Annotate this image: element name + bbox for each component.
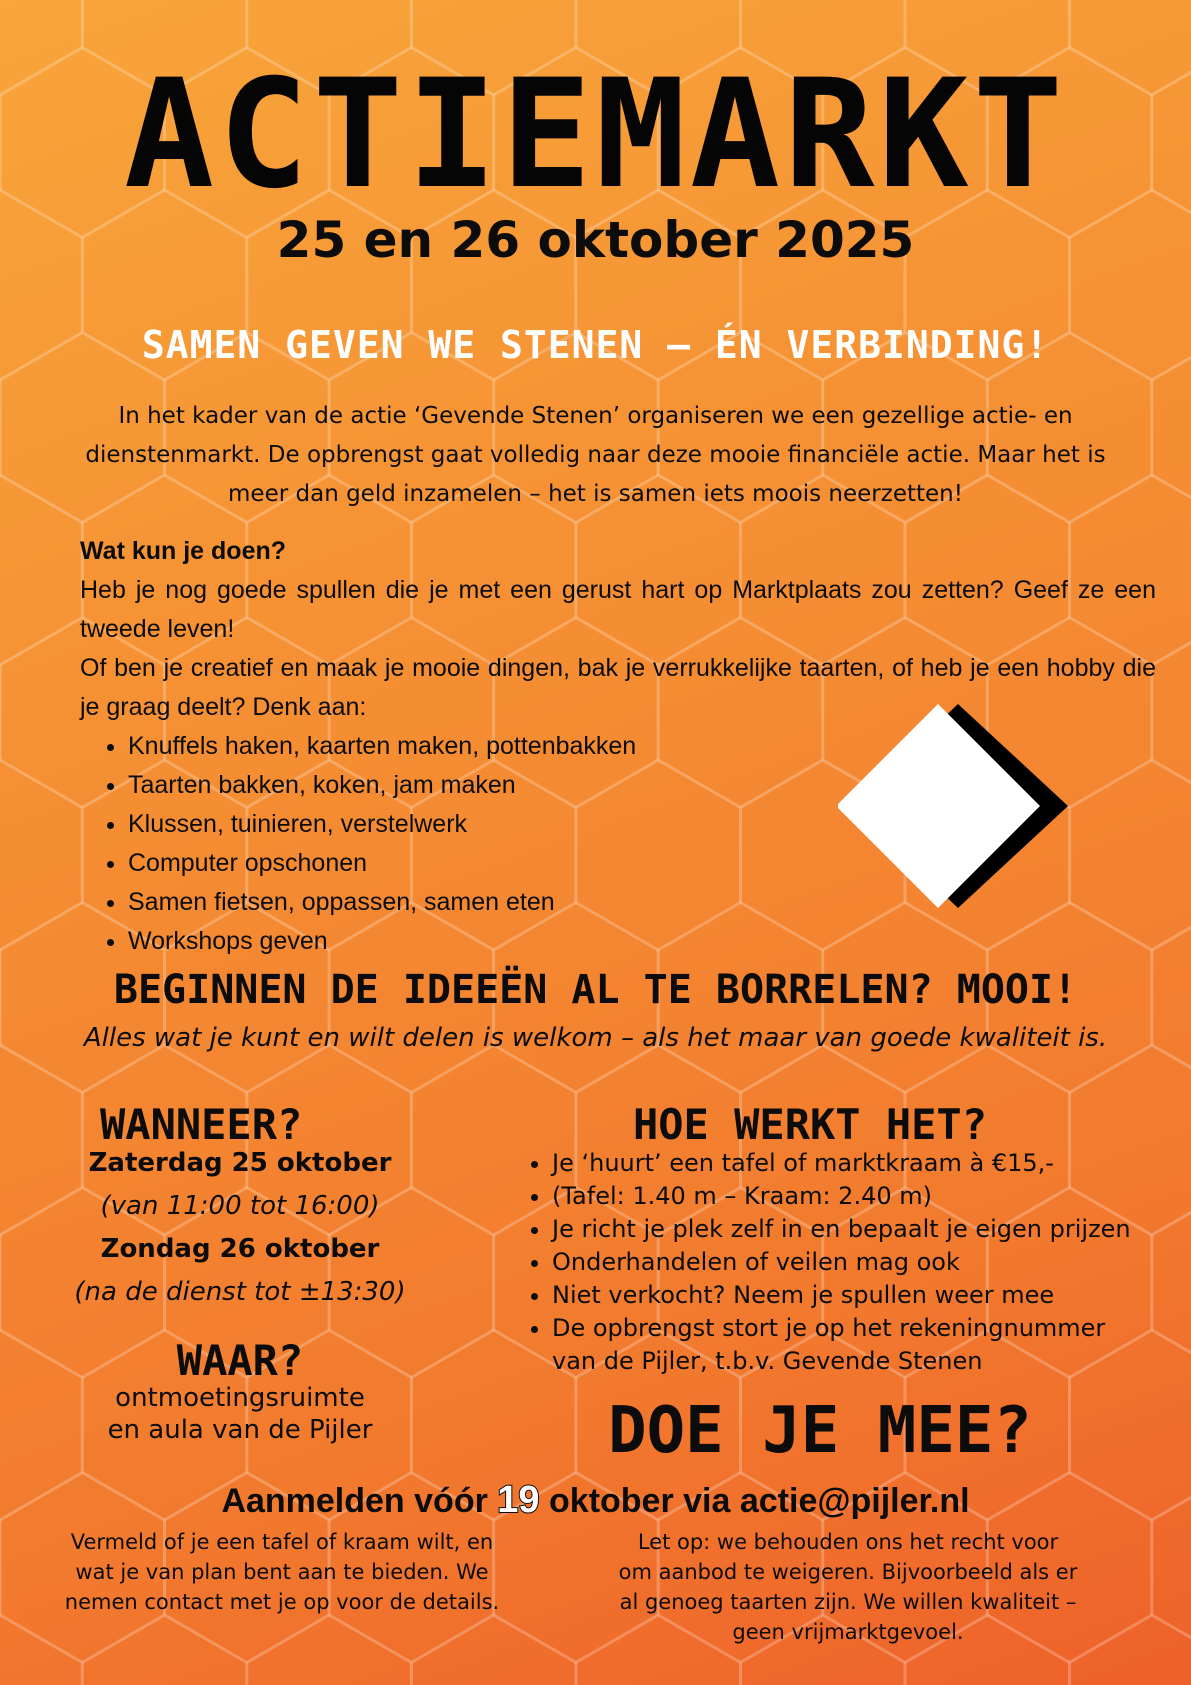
list-item: • Niet verkocht? Neem je spullen weer mee [552,1279,1150,1312]
hexagon-cell [0,1615,82,1685]
poster-title: ACTIEMARKT [123,48,1068,222]
where-details [60,1382,420,1446]
list-item: • Onderhandelen of veilen mag ook [552,1246,1150,1279]
list-item: • Knuffels haken, kaarten maken, pottenbakken [128,727,828,766]
what-question: Wat kun je doen? [80,537,287,565]
hexagon-cell [0,760,82,950]
list-item: • De opbrengst stort je op het rekeningnummer van de Pijler, t.b.v. Gevende Stenen [552,1312,1150,1378]
how-details [530,1147,1150,1378]
registration-line [0,1478,1191,1523]
list-item: • Je ‘huurt’ een tafel of marktkraam à €15,- [552,1147,1150,1180]
note-right: Let op: we behouden ons het recht voor om aanbod te weigeren. Bijvoorbeeld als er al genoeg taarten zijn. We willen kwaliteit – geen vrijmarktgevoel. [618,1530,1078,1644]
welcome-line: Alles wat je kunt en wilt delen is welkom – als het maar van goede kwaliteit is. [83,1023,1108,1053]
call-to-action-heading: DOE JE MEE? [608,1394,1032,1468]
register-after-text[interactable]: oktober via actie@pijler.nl [549,1482,970,1520]
hexagon-cell [1070,1615,1191,1685]
list-item: • Klussen, tuinieren, verstelwerk [128,805,828,844]
time-2: (na de dienst tot ±13:30) [74,1277,406,1307]
how-list [530,1147,1150,1378]
register-before-text: Aanmelden vóór [221,1482,488,1520]
what-paragraph-2: Of ben je creatief en maak je mooie dingen, bak je verrukkelijke taarten, of heb je een hobby die je graag deelt? Denk aan: [80,654,1156,721]
list-item: • Computer opschonen [128,844,828,883]
time-1: (van 11:00 tot 16:00) [100,1191,380,1221]
list-item: • Samen fietsen, oppassen, samen eten [128,883,828,922]
list-item: • Je richt je plek zelf in en bepaalt je eigen prijzen [552,1213,1150,1246]
how-heading: HOE WERKT HET? [632,1100,987,1149]
list-item: • Workshops geven [128,922,828,961]
register-day-number: 19 [497,1479,540,1521]
what-paragraph-1: Heb je nog goede spullen die je met een gerust hart op Marktplaats zou zetten? Geef ze een tweede leven! [80,576,1156,643]
where-heading: WAAR? [176,1336,304,1385]
intro-paragraph: In het kader van de actie ‘Gevende Stenen’ organiseren we een gezellige actie- en dienstenmarkt. De opbrengst gaat volledig naar deze mooie financiële actie. Maar het is meer dan geld inzamelen – het is samen iets moois neerzetten! [85,403,1106,507]
day-2: Zondag 26 oktober [100,1234,380,1264]
when-heading: WANNEER? [100,1100,303,1149]
slogan-heading: SAMEN GEVEN WE STENEN – ÉN VERBINDING! [141,323,1050,367]
list-item: • Taarten bakken, koken, jam maken [128,766,828,805]
hexagon-cell [247,1615,412,1685]
ideas-heading: BEGINNEN DE IDEEËN AL TE BORRELEN? MOOI! [113,967,1078,1013]
hexagon-cell [82,1615,247,1685]
list-item: • (Tafel: 1.40 m – Kraam: 2.40 m) [552,1180,1150,1213]
event-dates: 25 en 26 oktober 2025 [276,211,915,269]
note-left: Vermeld of je een tafel of kraam wilt, en wat je van plan bent aan te bieden. We nemen contact met je op voor de details. [64,1530,500,1614]
day-1: Zaterdag 25 oktober [88,1148,392,1178]
where-line-1: ontmoetingsruimte [115,1383,365,1413]
where-line-2: en aula van de Pijler [107,1415,373,1445]
ideas-list [80,727,828,961]
when-details [60,1142,420,1314]
hexagon-cell [411,1615,576,1685]
diamond-decoration-icon [838,700,1078,920]
